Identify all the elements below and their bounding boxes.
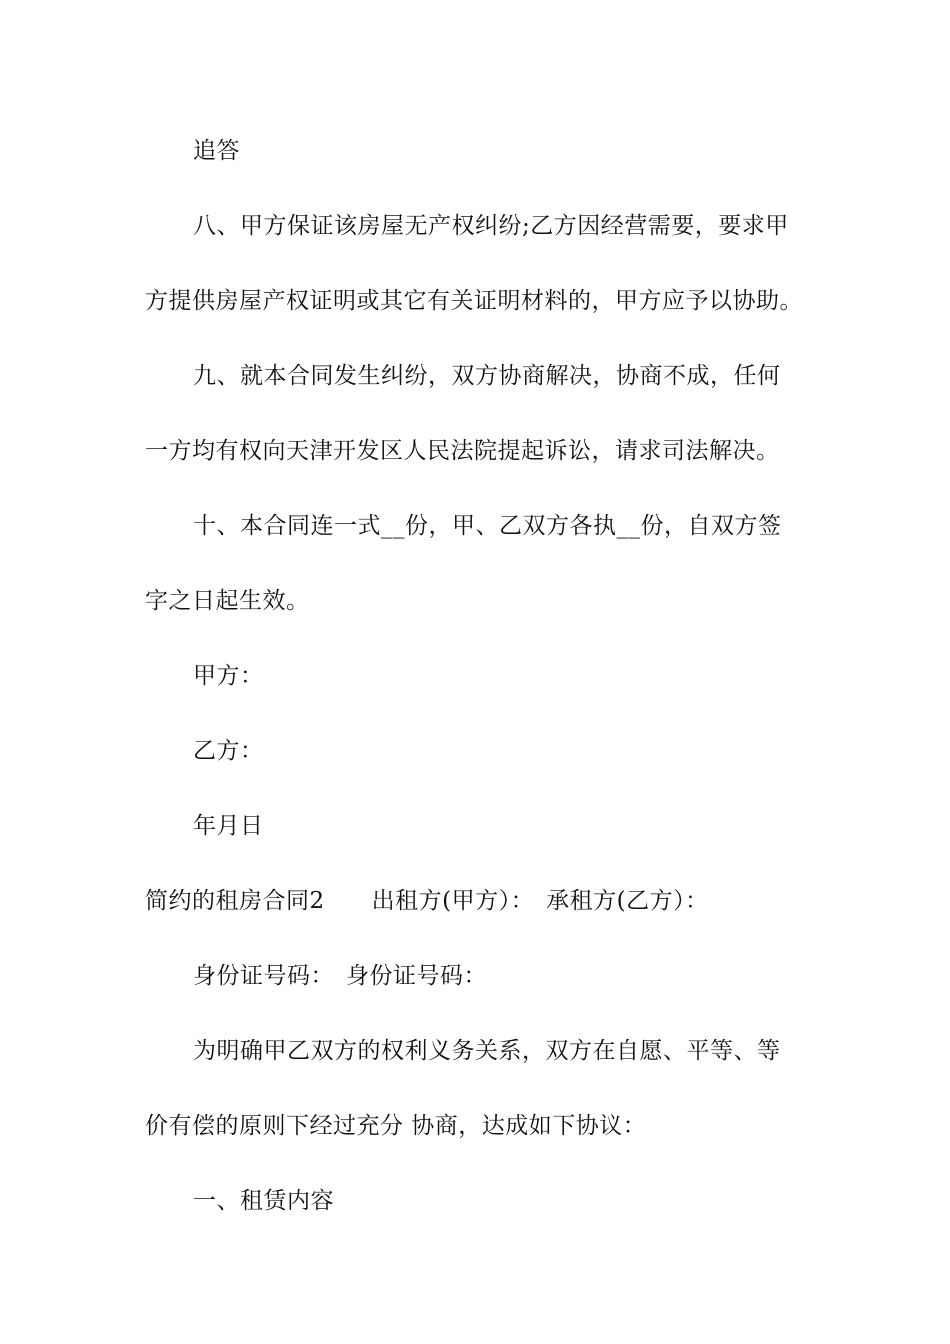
text-line-clause-8-a: 八、甲方保证该房屋无产权纠纷;乙方因经营需要，要求甲 — [193, 213, 789, 239]
text-line-clause-9-b: 一方均有权向天津开发区人民法院提起诉讼，请求司法解决。 — [145, 438, 780, 464]
text-line-clause-8-b: 方提供房屋产权证明或其它有关证明材料的，甲方应予以协助。 — [145, 288, 803, 314]
text-line-clause-10-a: 十、本合同连一式__份，甲、乙双方各执__份，自双方签 — [193, 513, 782, 539]
section-1-heading: 一、租赁内容 — [193, 1188, 334, 1214]
preamble-line-a: 为明确甲乙双方的权利义务关系，双方在自愿、平等、等 — [193, 1038, 781, 1064]
signature-party-b: 乙方： — [193, 738, 264, 764]
signature-date: 年月日 — [193, 813, 264, 839]
signature-party-a: 甲方： — [193, 663, 264, 689]
text-line-clause-9-a: 九、就本合同发生纠纷，双方协商解决，协商不成，任何 — [193, 363, 781, 389]
id-number-line: 身份证号码： 身份证号码： — [193, 963, 487, 989]
text-line-clause-10-b: 字之日起生效。 — [145, 588, 310, 614]
text-line-follow-up: 追答 — [193, 138, 240, 164]
preamble-line-b: 价有偿的原则下经过充分 协商，达成如下协议： — [145, 1113, 647, 1139]
contract-2-heading: 简约的租房合同2 出租方(甲方）： 承租方(乙方）： — [145, 888, 709, 914]
